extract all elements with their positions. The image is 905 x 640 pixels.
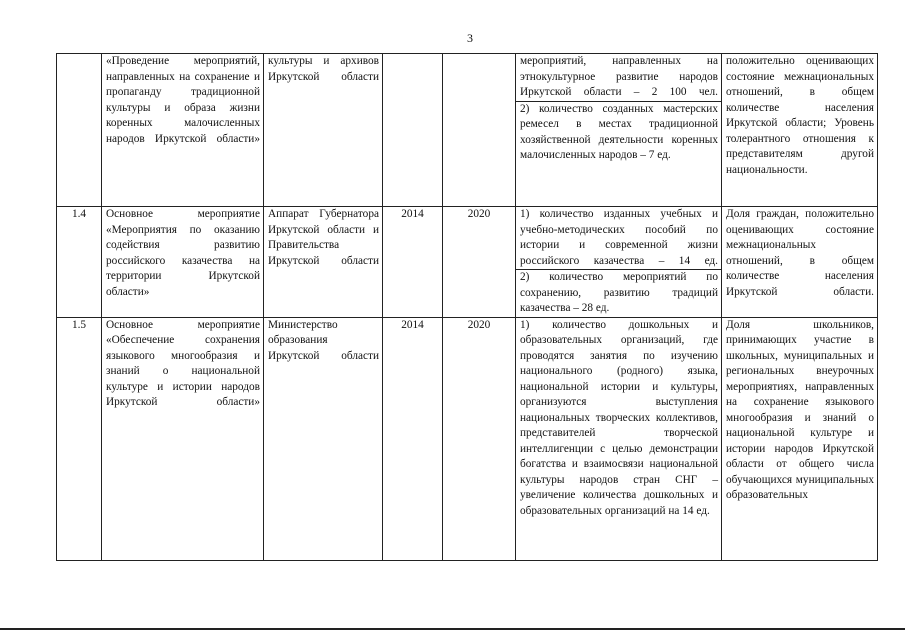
- row-number: 1.4: [57, 207, 102, 318]
- measure-name: Основное мероприятие «Обеспечение сохранения языкового многообразия и знаний о национальной культуре и истории народов Иркутской области»: [102, 317, 264, 560]
- year-start: 2014: [383, 317, 443, 560]
- result-item: 1) количество изданных учебных и учебно-методических пособий по истории и современной жизни российского казачества – 14 ед.: [520, 208, 718, 267]
- measure-results: [516, 207, 722, 318]
- measure-name: «Проведение мероприятий, направленных на сохранение и пропаганду традиционной культуры и образа жизни коренных малочисленных народов Иркутской области»: [102, 54, 264, 207]
- page-number: 3: [467, 31, 473, 45]
- year-end: [443, 54, 516, 207]
- measure-results: [516, 54, 722, 207]
- result-item: 1) количество дошкольных и образовательных организаций, где проводятся занятия по изучению национального (родного) языка, национальной истории и культуры, организуются выступления национальных творческих коллективов, представителей творческой интеллигенции с целью демонстрации богатства и взаимосвязи национальной культуры народов стран СНГ – увеличение количества дошкольных и образовательных организаций на 14 ед.: [520, 318, 718, 517]
- measure-name: Основное мероприятие «Мероприятия по оказанию содействия развитию российского казачества на территории Иркутской области»: [102, 207, 264, 318]
- result-item: 2) количество созданных мастерских ремесел в местах традиционной хозяйственной деятельности коренных малочисленных народов – 7 ед.: [516, 101, 721, 164]
- table-row: [57, 317, 878, 560]
- year-end: 2020: [443, 317, 516, 560]
- target-indicator: Доля граждан, положительно оценивающих состояние межнациональных отношений, в общем количестве населения Иркутской области.: [722, 207, 878, 318]
- measure-executor: Аппарат Губернатора Иркутской области и Правительства Иркутской области: [264, 207, 383, 318]
- table-row: [57, 207, 878, 318]
- year-start: 2014: [383, 207, 443, 318]
- year-start: [383, 54, 443, 207]
- measure-executor: культуры и архивов Иркутской области: [264, 54, 383, 207]
- year-end: 2020: [443, 207, 516, 318]
- table-row: [57, 54, 878, 207]
- row-number: 1.5: [57, 317, 102, 560]
- bottom-divider: [0, 628, 905, 630]
- program-measures-table: [56, 53, 878, 561]
- target-indicator: Доля школьников, принимающих участие в школьных, муниципальных и региональных внеурочных мероприятиях, направленных на сохранение языкового многообразия и знаний о национальной культуре и истории народов Иркутской области от общего числа обучающихся муниципальных образовательных: [722, 317, 878, 560]
- target-indicator: положительно оценивающих состояние межнациональных отношений, в общем количестве населения Иркутской области; Уровень толерантного отношения к представителям другой национальности.: [722, 54, 878, 207]
- measure-results: [516, 317, 722, 560]
- row-number: [57, 54, 102, 207]
- result-item: мероприятий, направленных на этнокультурное развитие народов Иркутской области – 2 100 чел.: [520, 55, 718, 98]
- result-item: 2) количество мероприятий по сохранению, развитию традиций казачества – 28 ед.: [516, 269, 721, 317]
- measure-executor: Министерство образования Иркутской области: [264, 317, 383, 560]
